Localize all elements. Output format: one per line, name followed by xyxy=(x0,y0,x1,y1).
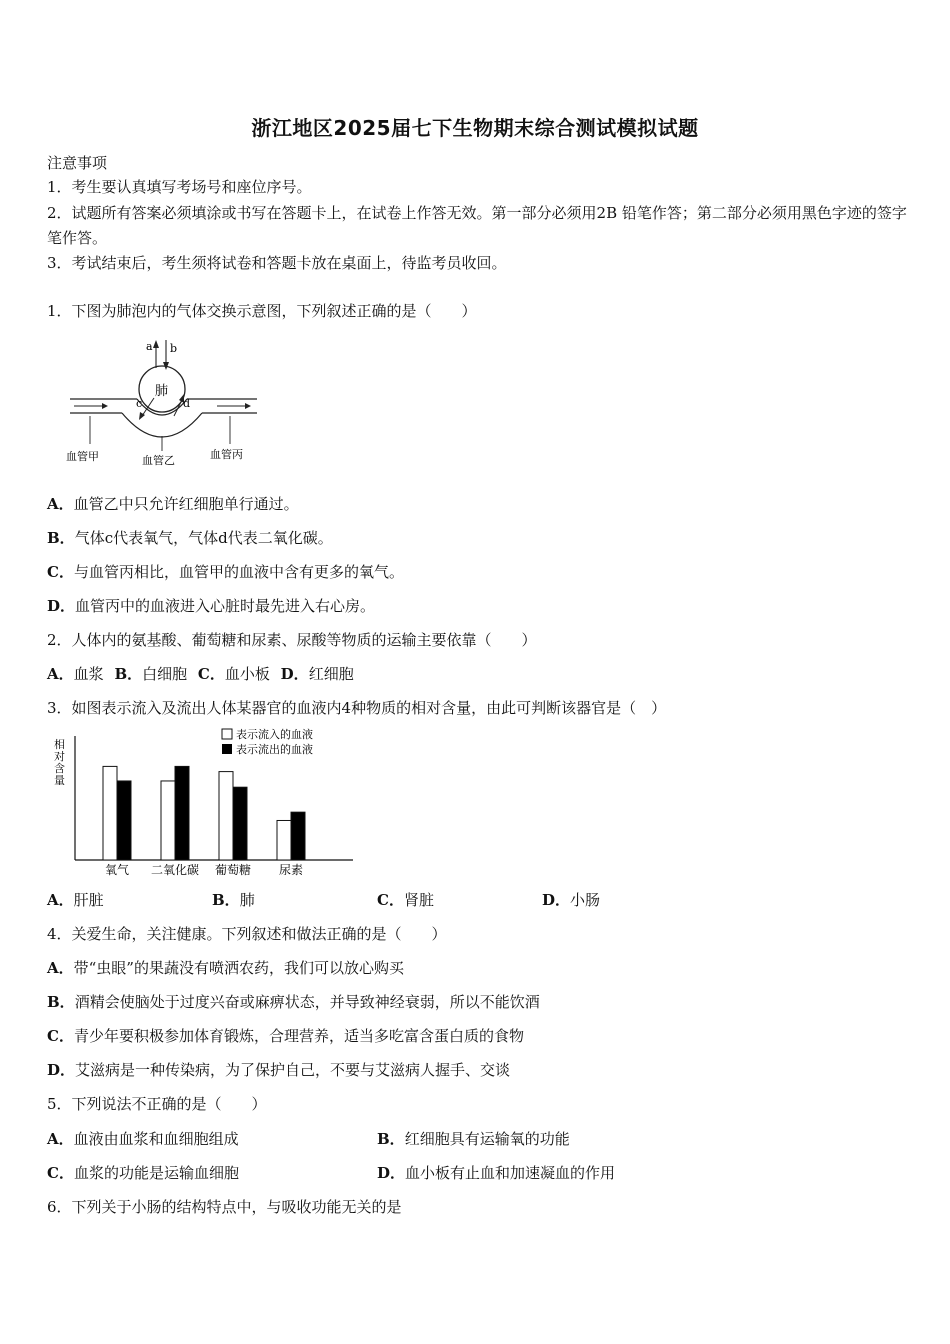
label-c: c xyxy=(136,397,143,410)
legend-label-outflow: 表示流出的血液 xyxy=(236,743,313,756)
q4-option-d-letter: D． xyxy=(47,1061,76,1079)
q3-option-a xyxy=(47,889,104,911)
q4-option-b-text: 酒精会使脑处于过度兴奋或麻痹状态，并导致神经衰弱，所以不能饮酒 xyxy=(74,993,540,1011)
q5-option-d-letter: D． xyxy=(377,1164,406,1182)
q1-option-b xyxy=(47,527,333,549)
q4-option-a xyxy=(47,957,404,979)
category-tick-labels xyxy=(105,862,303,877)
q5-option-c-letter: C． xyxy=(47,1164,74,1182)
q5-option-b xyxy=(377,1128,570,1150)
q3-option-d-text: 小肠 xyxy=(570,891,601,909)
notice-item-2: 2．试题所有答案必须填涂或书写在答题卡上，在试卷上作答无效。第一部分必须用2B 铅笔作答；第二部分必须用黑色字迹的签字笔作答。 xyxy=(47,204,907,247)
q1-option-c-letter: C． xyxy=(47,563,74,581)
q4-option-b xyxy=(47,991,540,1013)
q1-option-a-text: 血管乙中只允许红细胞单行通过。 xyxy=(73,495,299,513)
q2-stem: 2．人体内的氨基酸、葡萄糖和尿素、尿酸等物质的运输主要依靠（ ） xyxy=(47,631,537,649)
legend-swatch-outflow xyxy=(222,744,232,754)
q2-option-c-text: 血小板 xyxy=(224,665,270,683)
tick-label-3: 葡萄糖 xyxy=(214,863,252,877)
q2-option-a-text: 血浆 xyxy=(73,665,104,683)
q4-option-c-text: 青少年要积极参加体育锻炼，合理营养，适当多吃富含蛋白质的食物 xyxy=(73,1027,524,1045)
q1-option-b-letter: B． xyxy=(47,529,75,547)
q5-option-c-text: 血浆的功能是运输血细胞 xyxy=(73,1164,239,1182)
bar-inflow-3 xyxy=(219,772,233,860)
bar-inflow-1 xyxy=(103,766,117,860)
label-d: d xyxy=(183,397,191,410)
legend-label-inflow: 表示流入的血液 xyxy=(236,728,313,741)
q2-option-b-letter: B． xyxy=(114,665,143,683)
q3-option-b-text: 肺 xyxy=(239,891,255,909)
q4-option-d xyxy=(47,1059,510,1081)
label-alveolus: 肺 xyxy=(155,384,169,399)
q4-option-c xyxy=(47,1025,524,1047)
q4-stem: 4．关爱生命，关注健康。下列叙述和做法正确的是（ ） xyxy=(47,925,447,943)
label-vessel-bing: 血管丙 xyxy=(210,448,243,461)
q1-option-b-text: 气体c代表氧气，气体d代表二氧化碳。 xyxy=(74,529,333,547)
q3-option-b-letter: B． xyxy=(212,891,240,909)
q3-option-c-letter: C． xyxy=(377,891,404,909)
label-a: a xyxy=(146,340,153,353)
q2-option-a-letter: A． xyxy=(47,665,74,683)
notice-item-3: 3．考试结束后，考生须将试卷和答题卡放在桌面上，待监考员收回。 xyxy=(47,254,507,272)
q1-option-a-letter: A． xyxy=(47,495,74,513)
bar-outflow-2 xyxy=(175,766,189,860)
legend-swatch-inflow xyxy=(222,729,232,739)
tick-label-1: 氧气 xyxy=(104,863,130,877)
bar-outflow-1 xyxy=(117,781,131,860)
q2-option-d-text: 红细胞 xyxy=(308,665,354,683)
q2-option-d-letter: D． xyxy=(280,665,309,683)
q4-option-b-letter: B． xyxy=(47,993,75,1011)
q3-option-d xyxy=(542,889,600,911)
page-title: 浙江地区2025届七下生物期末综合测试模拟试题 xyxy=(251,116,699,140)
q5-option-b-letter: B． xyxy=(377,1130,405,1148)
q5-stem: 5．下列说法不正确的是（ ） xyxy=(47,1095,267,1113)
q1-stem: 1．下图为肺泡内的气体交换示意图，下列叙述正确的是（ ） xyxy=(47,302,477,320)
blood-substance-bar-chart xyxy=(47,726,362,878)
q2-option-b-text: 白细胞 xyxy=(142,665,188,683)
q5-option-a-letter: A． xyxy=(47,1130,74,1148)
q4-option-c-letter: C． xyxy=(47,1027,74,1045)
q3-option-a-text: 肝脏 xyxy=(73,891,104,909)
bar-inflow-4 xyxy=(277,820,291,860)
label-b: b xyxy=(170,342,178,355)
q3-option-d-letter: D． xyxy=(542,891,571,909)
tick-label-2: 二氧化碳 xyxy=(150,863,200,877)
q1-option-d-letter: D． xyxy=(47,597,76,615)
q6-stem: 6．下列关于小肠的结构特点中，与吸收功能无关的是 xyxy=(47,1198,402,1216)
q5-option-d xyxy=(377,1162,615,1184)
label-vessel-yi: 血管乙 xyxy=(142,454,175,467)
q5-option-c xyxy=(47,1162,239,1184)
y-axis-label: 相对含量 xyxy=(54,738,65,787)
q1-option-a xyxy=(47,493,299,515)
q2-options xyxy=(47,663,354,685)
q2-option-c-letter: C． xyxy=(197,665,225,683)
bar-outflow-3 xyxy=(233,787,247,860)
q5-option-d-text: 血小板有止血和加速凝血的作用 xyxy=(405,1164,616,1182)
q1-option-c xyxy=(47,561,404,583)
tick-label-4: 尿素 xyxy=(278,863,304,877)
q3-option-c xyxy=(377,889,434,911)
bar-group xyxy=(103,766,305,860)
q3-stem: 3．如图表示流入及流出人体某器官的血液内4种物质的相对含量，由此可判断该器官是（ ） xyxy=(47,699,667,717)
q4-option-d-text: 艾滋病是一种传染病，为了保护自己，不要与艾滋病人握手、交谈 xyxy=(75,1061,511,1079)
q4-option-a-text: 带“虫眼”的果蔬没有喷洒农药，我们可以放心购买 xyxy=(73,959,404,977)
q4-option-a-letter: A． xyxy=(47,959,74,977)
q1-option-c-text: 与血管丙相比，血管甲的血液中含有更多的氧气。 xyxy=(73,563,404,581)
notice-heading: 注意事项 xyxy=(47,154,108,172)
q5-option-a-text: 血液由血浆和血细胞组成 xyxy=(73,1130,239,1148)
q1-option-d-text: 血管丙中的血液进入心脏时最先进入右心房。 xyxy=(75,597,376,615)
q5-option-b-text: 红细胞具有运输氧的功能 xyxy=(404,1130,570,1148)
q3-option-a-letter: A． xyxy=(47,891,74,909)
q3-option-c-text: 肾脏 xyxy=(403,891,434,909)
q1-option-d xyxy=(47,595,375,617)
notice-item-1: 1．考生要认真填写考场号和座位序号。 xyxy=(47,178,312,196)
bar-outflow-4 xyxy=(291,812,305,860)
alveolus-gas-exchange-diagram xyxy=(62,336,262,470)
bar-inflow-2 xyxy=(161,781,175,860)
q5-option-a xyxy=(47,1128,239,1150)
q3-option-b xyxy=(212,889,255,911)
label-vessel-jia: 血管甲 xyxy=(66,450,99,463)
